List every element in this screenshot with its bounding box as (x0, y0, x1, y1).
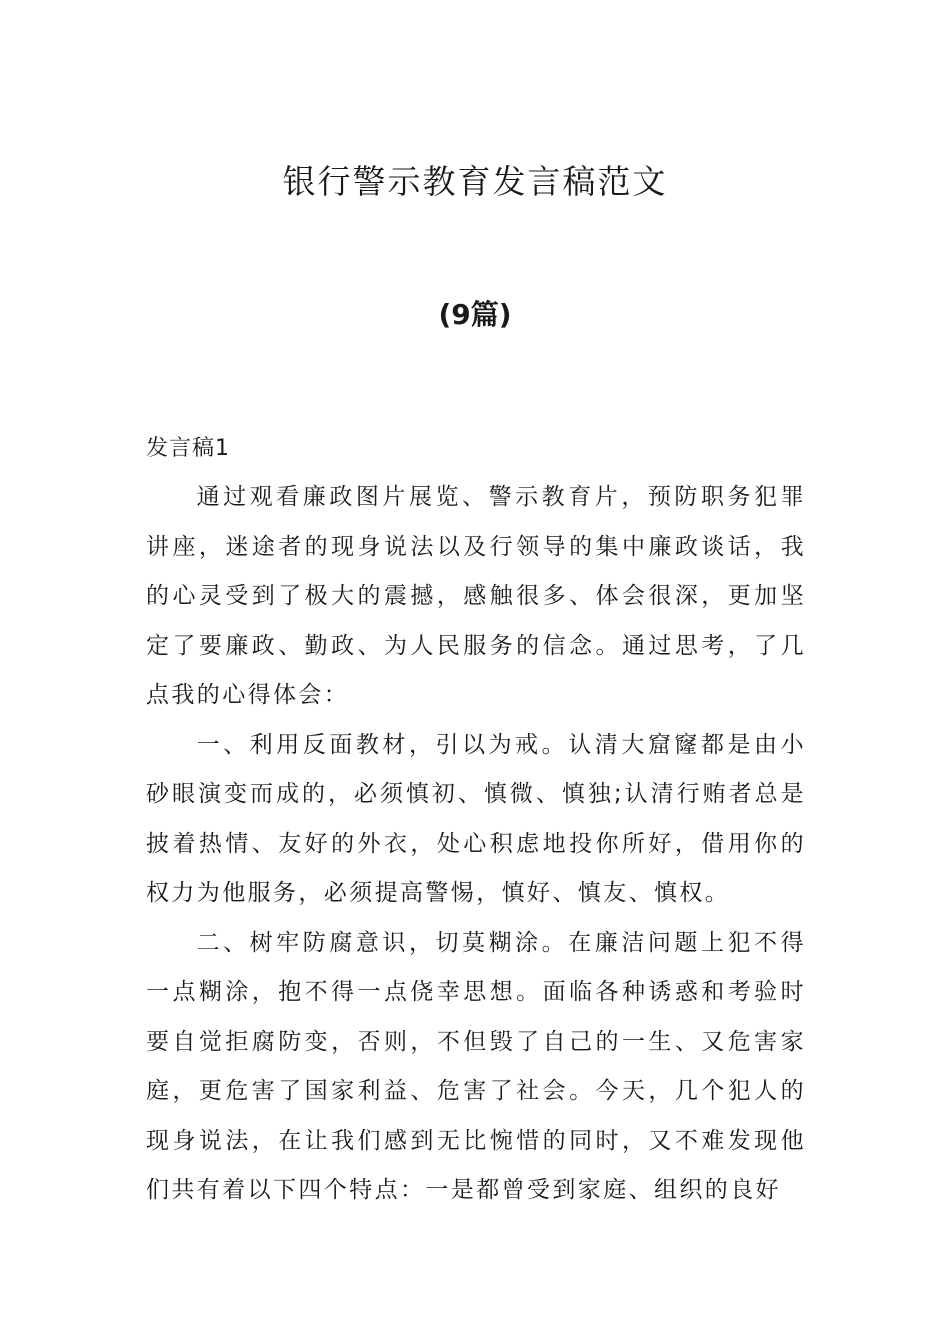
paragraph-1: 通过观看廉政图片展览、警示教育片，预防职务犯罪讲座，迷途者的现身说法以及行领导的集中廉政谈话，我的心灵受到了极大的震撼，感触很多、体会很深，更加坚定了要廉政、勤政、为人民服务的信念。通过思考，了几点我的心得体会： (146, 484, 806, 708)
paragraph-3: 二、树牢防腐意识，切莫糊涂。在廉洁问题上犯不得一点糊涂，抱不得一点侥幸思想。面临各种诱惑和考验时要自觉拒腐防变，否则，不但毁了自己的一生、又危害家庭，更危害了国家利益、危害了社会。今天，几个犯人的现身说法，在让我们感到无比惋惜的同时，又不难发现他们共有着以下四个特点：一是都曾受到家庭、组织的良好 (146, 929, 806, 1203)
document-body (146, 428, 806, 1216)
document-subtitle: (9篇) (438, 298, 512, 331)
document-title: 银行警示教育发言稿范文 (282, 162, 668, 201)
section-heading: 发言稿1 (146, 436, 230, 461)
paragraph-2: 一、利用反面教材，引以为戒。认清大窟窿都是由小砂眼演变而成的，必须慎初、慎微、慎独;认清行贿者总是披着热情、友好的外衣，处心积虑地投你所好，借用你的权力为他服务，必须提高警惕，慎好、慎友、慎权。 (146, 731, 806, 906)
